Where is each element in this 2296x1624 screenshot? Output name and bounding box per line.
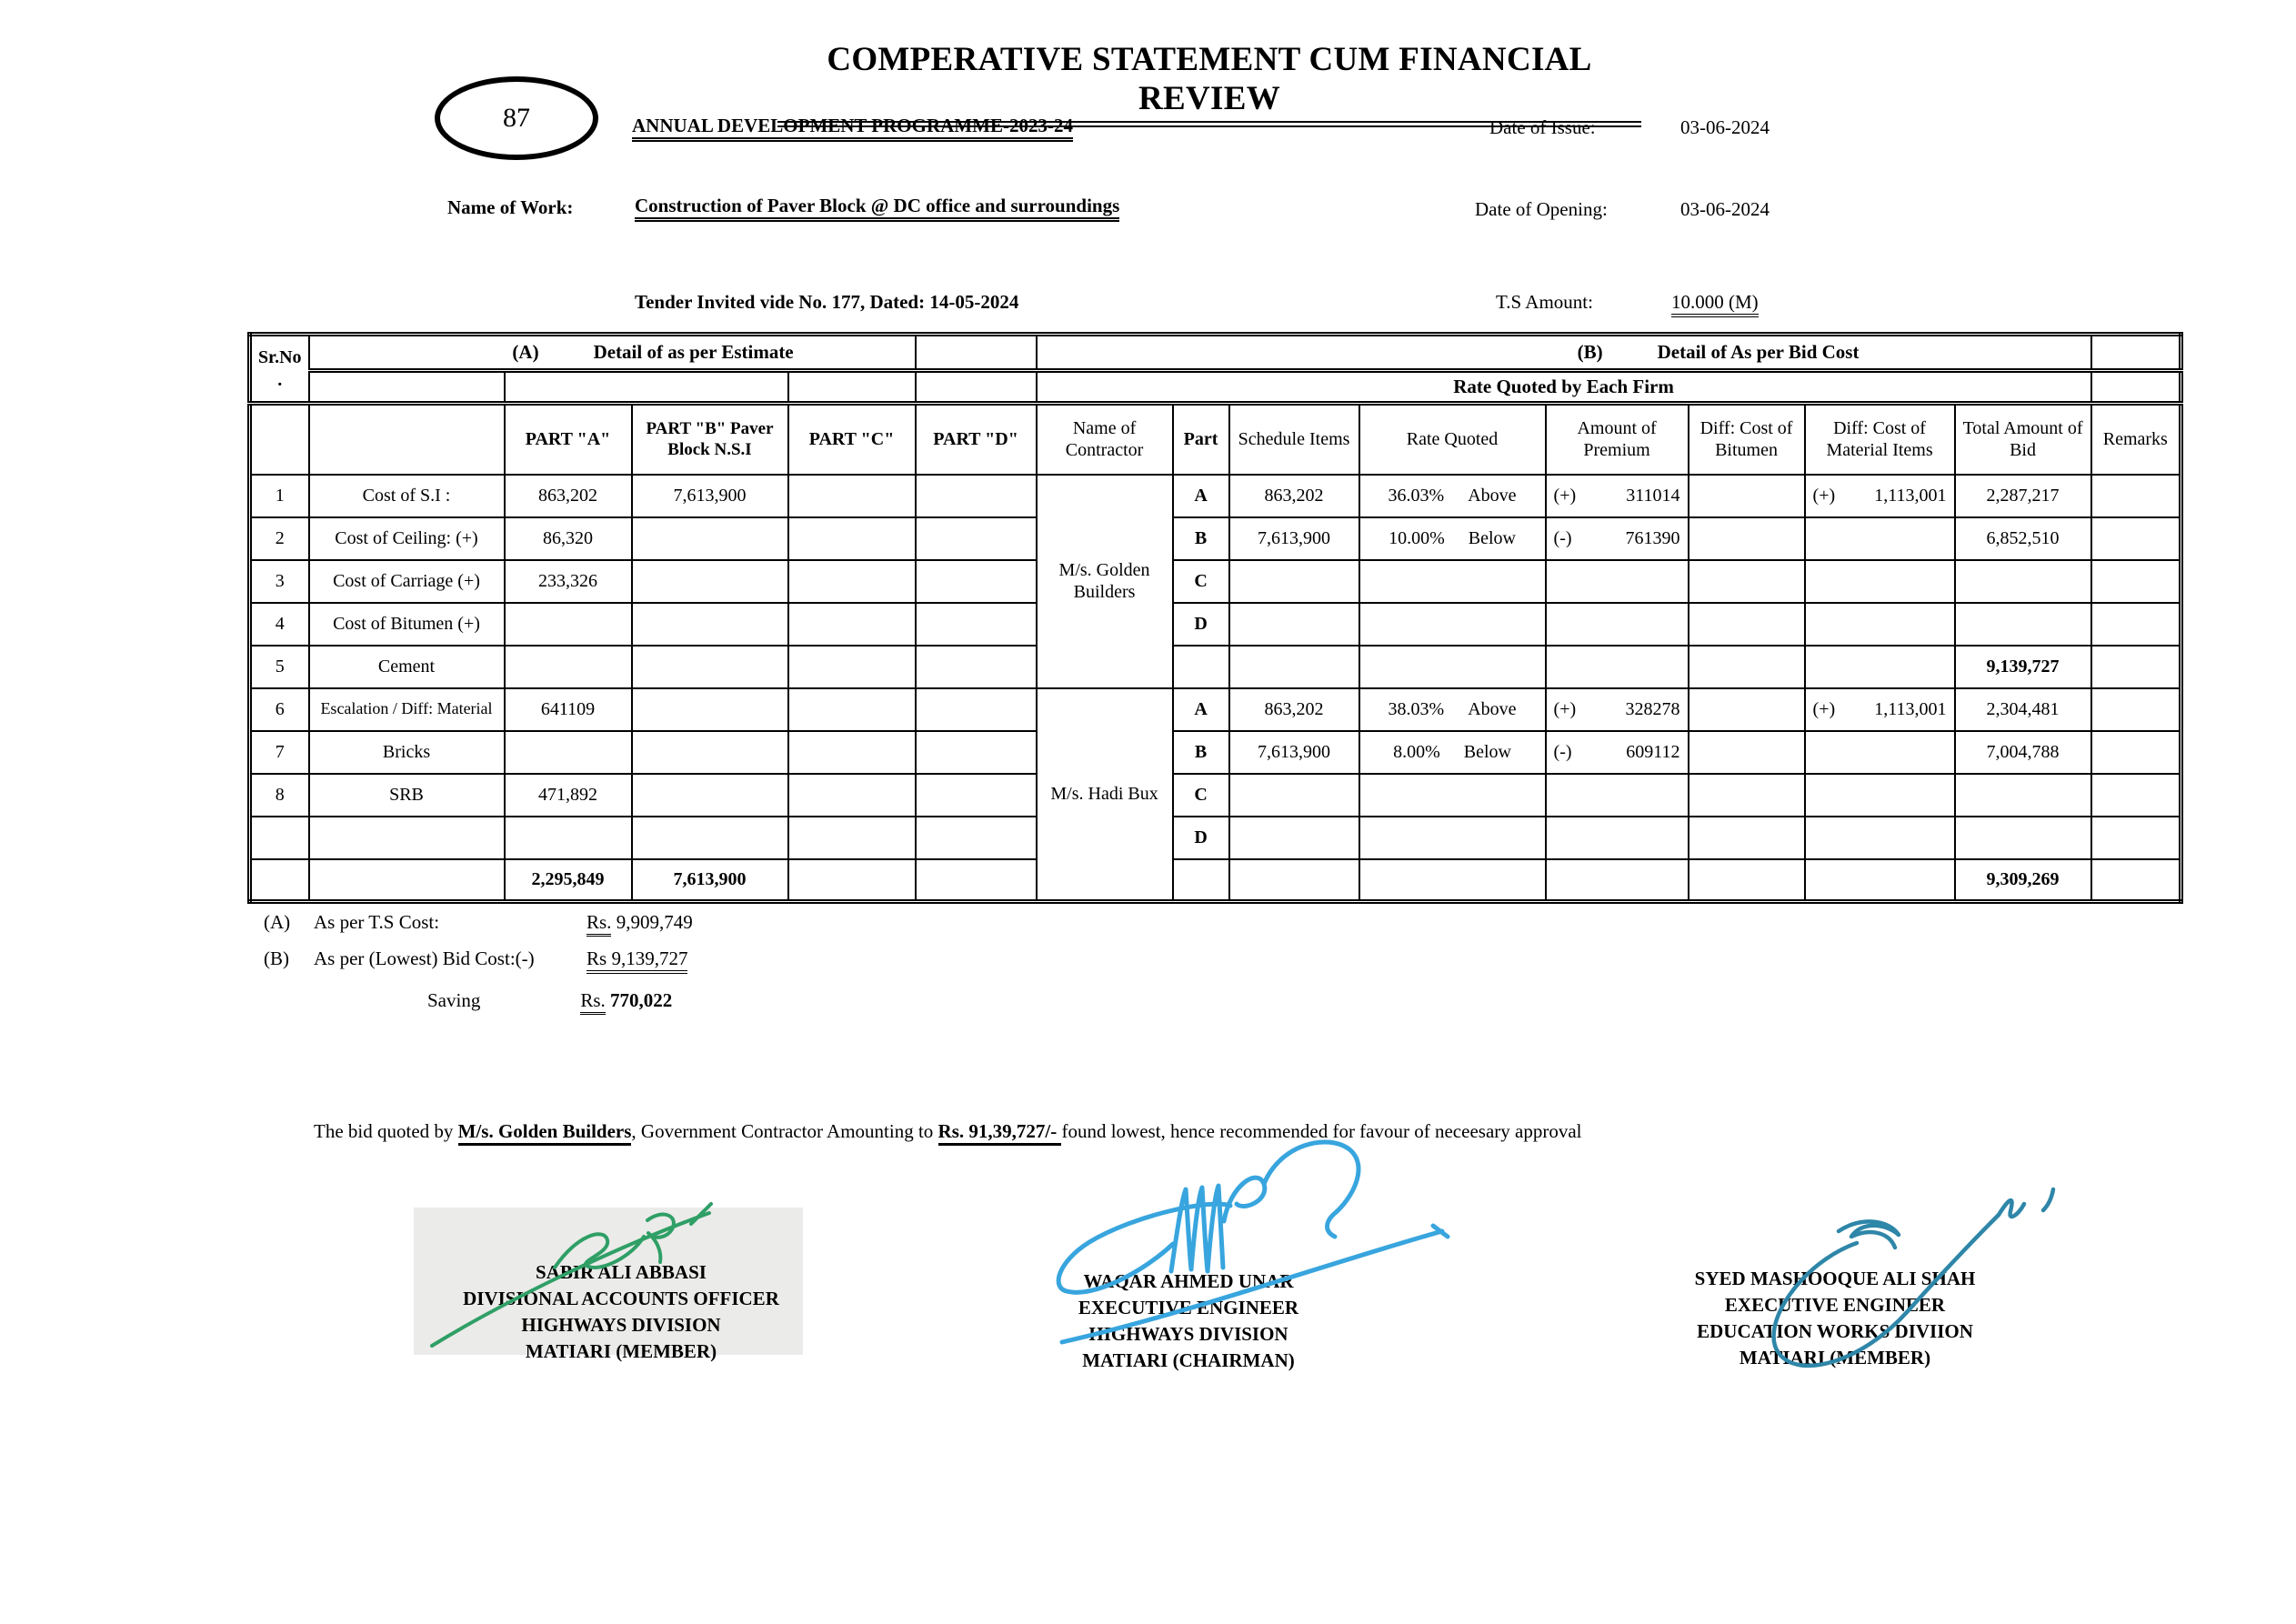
cell-bid-premium: [1546, 774, 1689, 817]
cell-remarks: [2091, 475, 2181, 517]
cell-desc: Escalation / Diff: Material: [309, 688, 505, 731]
cell-bid-schedule: [1229, 603, 1359, 646]
date-of-issue-value: 03-06-2024: [1680, 116, 1770, 138]
cell-bid-schedule: [1229, 560, 1359, 603]
cell-bid-rate: [1359, 475, 1546, 517]
cell-bid-total: 2,287,217: [1955, 475, 2091, 517]
col-header-part: Part: [1173, 404, 1229, 475]
signatory-name: SABIR ALI ABBASI: [536, 1261, 707, 1283]
section-a-header: [309, 335, 916, 371]
empty-cell: [250, 404, 309, 475]
cell-bid-rate: [1359, 817, 1546, 859]
cell-part-d: [916, 560, 1037, 603]
cell-bid-total: [1955, 774, 2091, 817]
date-of-issue-label: Date of Issue:: [1489, 116, 1596, 138]
section-b-label: (B): [1577, 340, 1603, 363]
cell-sr: 2: [250, 517, 309, 560]
premium-sign: (-): [1553, 741, 1572, 762]
empty-cell: [309, 404, 505, 475]
table-row: [250, 688, 2181, 731]
table-row: [250, 475, 2181, 517]
cell-part-b: [632, 517, 788, 560]
estimate-total-part-a: 2,295,849: [505, 859, 632, 902]
recommendation-middle: , Government Contractor Amounting to: [631, 1120, 938, 1142]
page-number: 87: [503, 103, 530, 133]
summary-a-text: As per T.S Cost:: [314, 911, 440, 933]
name-of-work-text: Construction of Paver Block @ DC office and surroundings: [635, 195, 1119, 222]
col-header-part-b: PART "B" Paver Block N.S.I: [632, 404, 788, 475]
premium-sign: (+): [1553, 485, 1577, 506]
cell-part-a: 641109: [505, 688, 632, 731]
empty-cell: [916, 859, 1037, 902]
cell-desc: Cost of Carriage (+): [309, 560, 505, 603]
rate-word: Below: [1463, 741, 1511, 762]
contractor-name: M/s. Hadi Bux: [1037, 688, 1173, 902]
col-header-rate: Rate Quoted: [1359, 404, 1546, 475]
cell-bid-material: [1805, 774, 1955, 817]
cell-remarks: [2091, 688, 2181, 731]
empty-cell: [1173, 646, 1229, 688]
saving-value: 770,022: [610, 989, 673, 1011]
cell-desc: Cost of S.I :: [309, 475, 505, 517]
cell-part-c: [788, 603, 916, 646]
signatory-block-member-2: [1626, 1266, 2044, 1371]
srno-text: Sr.No: [257, 347, 302, 368]
recommendation-line: [314, 1120, 1896, 1143]
table-row: [250, 817, 2181, 859]
ts-amount-value: [1671, 291, 1759, 314]
cell-part-c: [788, 688, 916, 731]
tender-line: Tender Invited vide No. 177, Dated: 14-05-2024: [635, 291, 1019, 313]
rate-pct: 38.03%: [1388, 698, 1445, 719]
cell-part-a: 233,326: [505, 560, 632, 603]
cell-remarks: [2091, 560, 2181, 603]
empty-cell: [916, 335, 1037, 371]
empty-cell: [788, 371, 916, 404]
cell-desc: Cost of Ceiling: (+): [309, 517, 505, 560]
contractor-name: M/s. Golden Builders: [1037, 475, 1173, 688]
summary-line-b: [264, 947, 687, 970]
cell-bid-part: A: [1173, 475, 1229, 517]
cell-bid-premium: [1546, 731, 1689, 774]
signatory-title: DIVISIONAL ACCOUNTS OFFICER: [463, 1288, 779, 1309]
signatory-division: HIGHWAYS DIVISION: [1088, 1323, 1288, 1345]
empty-cell: [2091, 335, 2181, 371]
signatory-role: MATIARI (CHAIRMAN): [1082, 1349, 1295, 1371]
cell-bid-total: [1955, 603, 2091, 646]
cell-part-d: [916, 603, 1037, 646]
cell-bid-total: [1955, 560, 2091, 603]
empty-cell: [916, 371, 1037, 404]
summary-b-value: 9,139,727: [611, 947, 688, 969]
cell-part-d: [916, 517, 1037, 560]
signatory-role: MATIARI (MEMBER): [1739, 1347, 1931, 1368]
cell-part-c: [788, 560, 916, 603]
empty-cell: [250, 859, 309, 902]
empty-cell: [1546, 646, 1689, 688]
cell-part-d: [916, 731, 1037, 774]
cell-bid-part: B: [1173, 731, 1229, 774]
cell-bid-material: [1805, 517, 1955, 560]
table-row: [250, 560, 2181, 603]
cell-bid-part: D: [1173, 603, 1229, 646]
section-b-title: Detail of As per Bid Cost: [1657, 340, 1860, 363]
cell-part-b: [632, 817, 788, 859]
summary-b-label: (B): [264, 947, 289, 969]
empty-cell: [309, 859, 505, 902]
cell-bid-total: 2,304,481: [1955, 688, 2091, 731]
rate-pct: 8.00%: [1393, 741, 1440, 762]
premium-sign: (+): [1553, 698, 1577, 719]
material-value: 1,113,001: [1874, 698, 1947, 719]
cell-bid-bitumen: [1689, 817, 1805, 859]
srno-dot: .: [277, 369, 283, 390]
name-of-work-value: [635, 195, 1119, 217]
col-header-srno: [250, 335, 309, 404]
empty-cell: [1689, 646, 1805, 688]
cell-desc: SRB: [309, 774, 505, 817]
empty-cell: [505, 371, 788, 404]
cell-bid-material: [1805, 817, 1955, 859]
saving-rs: Rs.: [580, 989, 605, 1015]
cell-part-d: [916, 688, 1037, 731]
cell-part-d: [916, 817, 1037, 859]
rate-pct: 10.00%: [1389, 527, 1445, 548]
cell-bid-premium: [1546, 603, 1689, 646]
signatory-division: HIGHWAYS DIVISION: [521, 1314, 721, 1336]
cell-part-d: [916, 475, 1037, 517]
section-b-header: [1037, 335, 2091, 371]
empty-cell: [788, 859, 916, 902]
table-column-header-row: [250, 404, 2181, 475]
cell-bid-schedule: 863,202: [1229, 475, 1359, 517]
cell-part-c: [788, 774, 916, 817]
premium-value: 311014: [1626, 485, 1680, 506]
col-header-premium: Amount of Premium: [1546, 404, 1689, 475]
name-of-work-label: Name of Work:: [447, 196, 574, 218]
col-header-material: Diff: Cost of Material Items: [1805, 404, 1955, 475]
summary-a-rs: Rs.: [587, 911, 611, 937]
page-title: COMPERATIVE STATEMENT CUM FINANCIAL REVIEW: [777, 40, 1641, 127]
summary-a-value: 9,909,749: [616, 911, 693, 933]
table-row: [250, 774, 2181, 817]
cell-part-a: 86,320: [505, 517, 632, 560]
rate-word: Above: [1468, 485, 1517, 506]
col-header-total: Total Amount of Bid: [1955, 404, 2091, 475]
cell-part-a: [505, 646, 632, 688]
col-header-contractor: Name of Contractor: [1037, 404, 1173, 475]
cell-bid-rate: [1359, 603, 1546, 646]
cell-bid-premium: [1546, 475, 1689, 517]
cell-bid-bitumen: [1689, 774, 1805, 817]
cell-bid-total: 6,852,510: [1955, 517, 2091, 560]
table-row: [250, 731, 2181, 774]
material-value: 1,113,001: [1874, 485, 1947, 506]
material-sign: (+): [1812, 485, 1836, 506]
cell-bid-material: [1805, 688, 1955, 731]
empty-cell: [2091, 371, 2181, 404]
cell-bid-material: [1805, 560, 1955, 603]
rate-pct: 36.03%: [1388, 485, 1445, 506]
cell-bid-total: [1955, 817, 2091, 859]
signatory-title: EXECUTIVE ENGINEER: [1078, 1297, 1299, 1318]
cell-bid-rate: [1359, 560, 1546, 603]
premium-value: 328278: [1625, 698, 1680, 719]
empty-cell: [309, 371, 505, 404]
cell-remarks: [2091, 731, 2181, 774]
cell-part-a: [505, 817, 632, 859]
cell-bid-bitumen: [1689, 475, 1805, 517]
empty-cell: [1359, 859, 1546, 902]
empty-cell: [1805, 859, 1955, 902]
cell-part-a: [505, 731, 632, 774]
recommendation-suffix: found lowest, hence recommended for favour of neceesary approval: [1061, 1120, 1582, 1142]
cell-desc: Cement: [309, 646, 505, 688]
cell-sr: 8: [250, 774, 309, 817]
material-sign: (+): [1812, 698, 1836, 719]
empty-cell: [1173, 859, 1229, 902]
cell-bid-bitumen: [1689, 688, 1805, 731]
table-row: [250, 517, 2181, 560]
cell-bid-material: [1805, 603, 1955, 646]
summary-line-a: [264, 911, 693, 934]
cell-part-b: [632, 560, 788, 603]
rate-word: Below: [1468, 527, 1516, 548]
cell-bid-material: [1805, 475, 1955, 517]
empty-cell: [1805, 646, 1955, 688]
cell-bid-premium: [1546, 817, 1689, 859]
page-number-stamp: [435, 76, 598, 160]
cell-part-c: [788, 646, 916, 688]
signatory-block-chairman: [984, 1268, 1393, 1374]
col-header-part-a: PART "A": [505, 404, 632, 475]
premium-value: 761390: [1625, 527, 1680, 548]
cell-bid-part: D: [1173, 817, 1229, 859]
cell-part-b: [632, 646, 788, 688]
cell-part-a: 863,202: [505, 475, 632, 517]
estimate-total-part-b: 7,613,900: [632, 859, 788, 902]
cell-bid-rate: [1359, 517, 1546, 560]
cell-bid-bitumen: [1689, 731, 1805, 774]
cell-part-d: [916, 774, 1037, 817]
rate-quoted-by-each-firm: Rate Quoted by Each Firm: [1037, 371, 2091, 404]
signatory-title: EXECUTIVE ENGINEER: [1724, 1294, 1946, 1316]
cell-part-d: [916, 646, 1037, 688]
programme-heading: [632, 115, 1073, 137]
empty-cell: [1546, 859, 1689, 902]
cell-bid-schedule: 863,202: [1229, 688, 1359, 731]
cell-sr: 1: [250, 475, 309, 517]
section-a-label: (A): [512, 340, 539, 363]
cell-sr: [250, 817, 309, 859]
cell-bid-part: C: [1173, 560, 1229, 603]
table-header-row-sections: [250, 335, 2181, 371]
cell-sr: 7: [250, 731, 309, 774]
cell-remarks: [2091, 603, 2181, 646]
empty-cell: [1229, 859, 1359, 902]
cell-bid-rate: [1359, 731, 1546, 774]
signatory-role: MATIARI (MEMBER): [525, 1340, 717, 1362]
programme-text: ANNUAL DEVELOPMENT PROGRAMME-2023-24: [632, 115, 1073, 142]
recommendation-amount: Rs. 91,39,727/-: [938, 1120, 1062, 1146]
bid-total-golden-builders: 9,139,727: [1955, 646, 2091, 688]
cell-desc: Bricks: [309, 731, 505, 774]
cell-remarks: [2091, 774, 2181, 817]
signatory-name: WAQAR AHMED UNAR: [1083, 1270, 1294, 1292]
cell-part-c: [788, 817, 916, 859]
date-of-opening-value: 03-06-2024: [1680, 198, 1770, 220]
premium-value: 609112: [1626, 741, 1680, 762]
cell-bid-part: B: [1173, 517, 1229, 560]
cell-bid-bitumen: [1689, 517, 1805, 560]
ts-amount-label: T.S Amount:: [1496, 291, 1593, 313]
table-row-subtotal: [250, 646, 2181, 688]
saving-label: Saving: [427, 989, 481, 1011]
signatory-division: EDUCATION WORKS DIVIION: [1697, 1320, 1973, 1342]
cell-bid-bitumen: [1689, 603, 1805, 646]
bid-total-hadi-bux: 9,309,269: [1955, 859, 2091, 902]
cell-part-a: 471,892: [505, 774, 632, 817]
summary-b-rs: Rs: [587, 947, 607, 969]
summary-b-text: As per (Lowest) Bid Cost:(-): [314, 947, 535, 969]
cell-sr: 6: [250, 688, 309, 731]
cell-bid-premium: [1546, 517, 1689, 560]
table-header-row-ratequoted: [250, 371, 2181, 404]
cell-bid-bitumen: [1689, 560, 1805, 603]
empty-cell: [2091, 859, 2181, 902]
cell-part-b: [632, 774, 788, 817]
table-row: [250, 603, 2181, 646]
cell-bid-total: 7,004,788: [1955, 731, 2091, 774]
cell-part-c: [788, 517, 916, 560]
summary-b-amount: [587, 947, 687, 974]
col-header-part-d: PART "D": [916, 404, 1037, 475]
cell-part-b: [632, 603, 788, 646]
cell-sr: 3: [250, 560, 309, 603]
cell-remarks: [2091, 517, 2181, 560]
cell-bid-schedule: [1229, 774, 1359, 817]
summary-a-label: (A): [264, 911, 291, 933]
col-header-part-c: PART "C": [788, 404, 916, 475]
cell-part-c: [788, 475, 916, 517]
cell-part-b: 7,613,900: [632, 475, 788, 517]
empty-cell: [1359, 646, 1546, 688]
ts-amount-text: 10.000 (M): [1671, 291, 1759, 317]
cell-sr: 4: [250, 603, 309, 646]
recommendation-prefix: The bid quoted by: [314, 1120, 458, 1142]
cell-part-c: [788, 731, 916, 774]
empty-cell: [2091, 646, 2181, 688]
col-header-bitumen: Diff: Cost of Bitumen: [1689, 404, 1805, 475]
date-of-opening-label: Date of Opening:: [1475, 198, 1608, 220]
cell-bid-part: C: [1173, 774, 1229, 817]
section-a-title: Detail of as per Estimate: [593, 340, 794, 363]
cell-remarks: [2091, 817, 2181, 859]
table-row-grand-total: [250, 859, 2181, 902]
cell-bid-part: A: [1173, 688, 1229, 731]
signatory-name: SYED MASHOOQUE ALI SHAH: [1694, 1268, 1976, 1289]
empty-cell: [1229, 646, 1359, 688]
cell-part-b: [632, 731, 788, 774]
empty-cell: [1689, 859, 1805, 902]
cell-bid-schedule: [1229, 817, 1359, 859]
rate-word: Above: [1468, 698, 1517, 719]
cell-bid-premium: [1546, 688, 1689, 731]
cell-desc: [309, 817, 505, 859]
cell-sr: 5: [250, 646, 309, 688]
col-header-remarks: Remarks: [2091, 404, 2181, 475]
cell-part-b: [632, 688, 788, 731]
summary-line-saving: [427, 989, 672, 1012]
cell-bid-rate: [1359, 774, 1546, 817]
cell-bid-material: [1805, 731, 1955, 774]
cell-bid-premium: [1546, 560, 1689, 603]
col-header-schedule: Schedule Items: [1229, 404, 1359, 475]
cell-bid-rate: [1359, 688, 1546, 731]
cell-part-a: [505, 603, 632, 646]
comparative-statement-table: [247, 332, 2183, 904]
cell-bid-schedule: 7,613,900: [1229, 517, 1359, 560]
recommendation-contractor: M/s. Golden Builders: [458, 1120, 632, 1146]
cell-bid-schedule: 7,613,900: [1229, 731, 1359, 774]
premium-sign: (-): [1553, 527, 1572, 548]
cell-desc: Cost of Bitumen (+): [309, 603, 505, 646]
signatory-block-member-1: [416, 1259, 826, 1365]
